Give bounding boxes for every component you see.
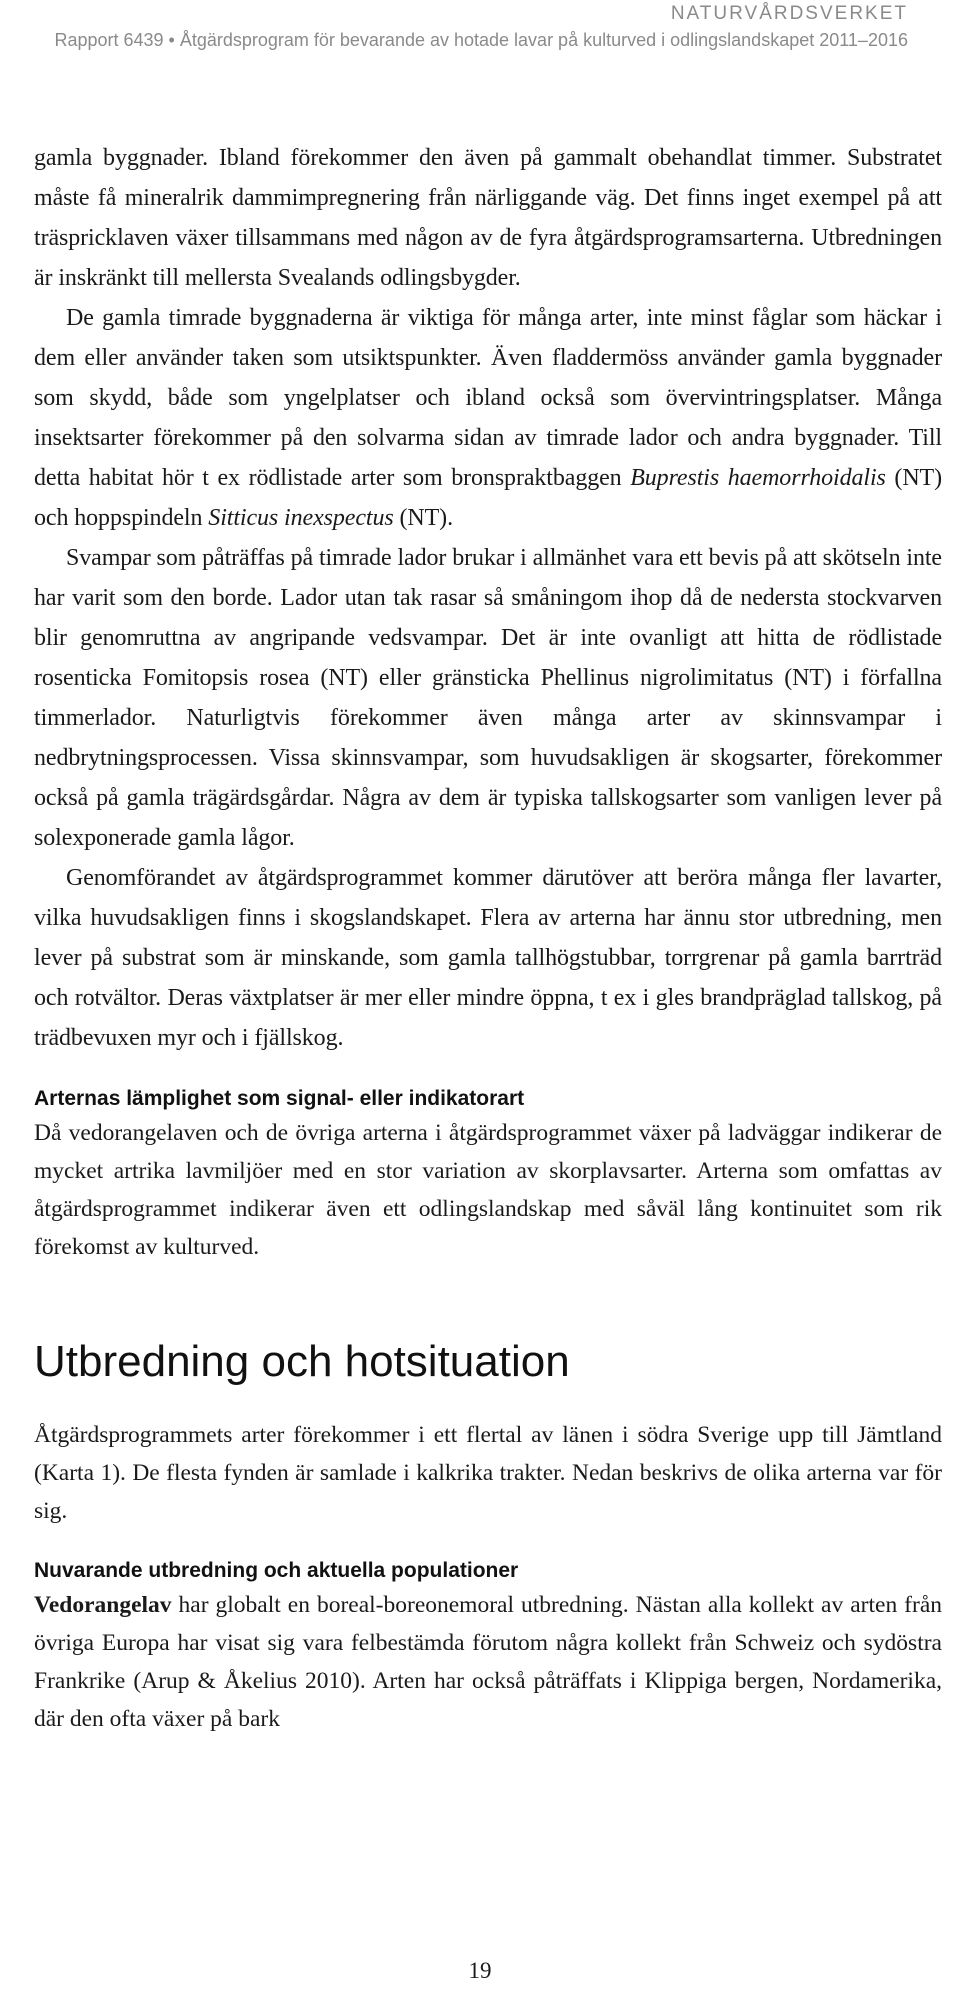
text-block-indicator bbox=[34, 1114, 942, 1266]
species-name: Sitticus inexspectus bbox=[208, 505, 394, 531]
text-block-populations bbox=[34, 1586, 942, 1738]
paragraph: Åtgärdsprogrammets arter förekommer i ett flertal av länen i södra Sverige upp till Jämtland (Karta 1). De flesta fynden är samlade i kalkrika trakter. Nedan beskrivs de olika arterna var för sig. bbox=[34, 1422, 942, 1524]
page-number: 19 bbox=[468, 1958, 492, 1983]
paragraph: Svampar som påträffas på timrade lador brukar i allmänhet vara ett bevis på att skötseln inte har varit som den borde. Lador utan tak rasar så småningom ihop då de nedersta stockvarven blir genomruttna av angripande vedsvampar. Det är inte ovanligt att hitta de rödlistade rosenticka Fomitopsis rosea (NT) eller gränsticka Phellinus nigrolimitatus (NT) i förfallna timmerlador. Naturligtvis förekommer även många arter av skinnsvampar i nedbrytningsprocessen. Vissa skinnsvampar, som huvudsakligen är skogsarter, förekommer också på gamla trägärdsgårdar. Några av dem är typiska tallskogsarter som vanligen lever på solexponerade gamla lågor. bbox=[34, 545, 942, 851]
species-name: Buprestis haemorrhoidalis bbox=[630, 465, 886, 491]
paragraph: Genomförandet av åtgärdsprogrammet kommer därutöver att beröra många fler lavarter, vilka huvudsakligen finns i skogslandskapet. Flera av arterna har ännu stor utbredning, men lever på substrat som är minskande, som gamla tallhögstubbar, torrgrenar på gamla barrträd och rotvältor. Deras växtplatser är mer eller mindre öppna, t ex i gles brandpräglad tallskog, på trädbevuxen myr och i fjällskog. bbox=[34, 865, 942, 1051]
text-block-upper bbox=[34, 138, 942, 1058]
paragraph bbox=[34, 298, 942, 538]
paragraph-text: (NT) och hoppspindeln bbox=[34, 465, 942, 531]
paragraph-text: De gamla timrade byggnaderna är viktiga för många arter, inte minst fåglar som häckar i dem eller använder taken som utsiktspunkter. Även fladdermöss använder gamla byggnader som skydd, både som yngelplatser och ibland också som övervintringsplatser. Många insektsarter förekommer på den solvarma sidan av timrade lador och andra byggnader. Till detta habitat hör t ex rödlistade arter som bronspraktbaggen bbox=[34, 305, 942, 491]
paragraph bbox=[34, 1586, 942, 1738]
text-block-distribution bbox=[34, 1416, 942, 1530]
subheading-indicator: Arternas lämplighet som signal- eller indikatorart bbox=[34, 1087, 525, 1110]
paragraph-text: (NT). bbox=[399, 505, 453, 531]
paragraph: Då vedorangelaven och de övriga arterna i åtgärdsprogrammet växer på ladväggar indikerar de mycket artrika lavmiljöer med en stor variation av skorplavsarter. Arterna som omfattas av åtgärdsprogrammet indikerar även ett odlingslandskap med såväl lång kontinuitet som rik förekomst av kulturved. bbox=[34, 1120, 942, 1260]
paragraph: gamla byggnader. Ibland förekommer den även på gammalt obehandlat timmer. Substratet måste få mineralrik dammimpregnering från närliggande väg. Det finns inget exempel på att träspricklaven växer tillsammans med någon av de fyra åtgärdsprogramsarterna. Utbredningen är inskränkt till mellersta Svealands odlingsbygder. bbox=[34, 145, 942, 291]
section-heading: Utbredning och hotsituation bbox=[34, 1337, 570, 1386]
subheading-current: Nuvarande utbredning och aktuella populationer bbox=[34, 1559, 519, 1582]
page-body bbox=[34, 138, 942, 1738]
report-title: Rapport 6439 • Åtgärdsprogram för bevarande av hotade lavar på kulturved i odlingslandskapet 2011–2016 bbox=[54, 30, 908, 50]
publisher-name: NATURVÅRDSVERKET bbox=[670, 3, 908, 24]
page-header bbox=[54, 0, 908, 54]
paragraph-text: har globalt en boreal-boreonemoral utbredning. Nästan alla kollekt av arten från övriga Europa har visat sig vara felbestämda förutom några kollekt från Schweiz och sydöstra Frankrike (Arup & Åkelius 2010). Arten har också påträffats i Klippiga bergen, Nordamerika, där den ofta växer på bark bbox=[34, 1592, 943, 1732]
species-term: Vedorangelav bbox=[34, 1592, 172, 1618]
